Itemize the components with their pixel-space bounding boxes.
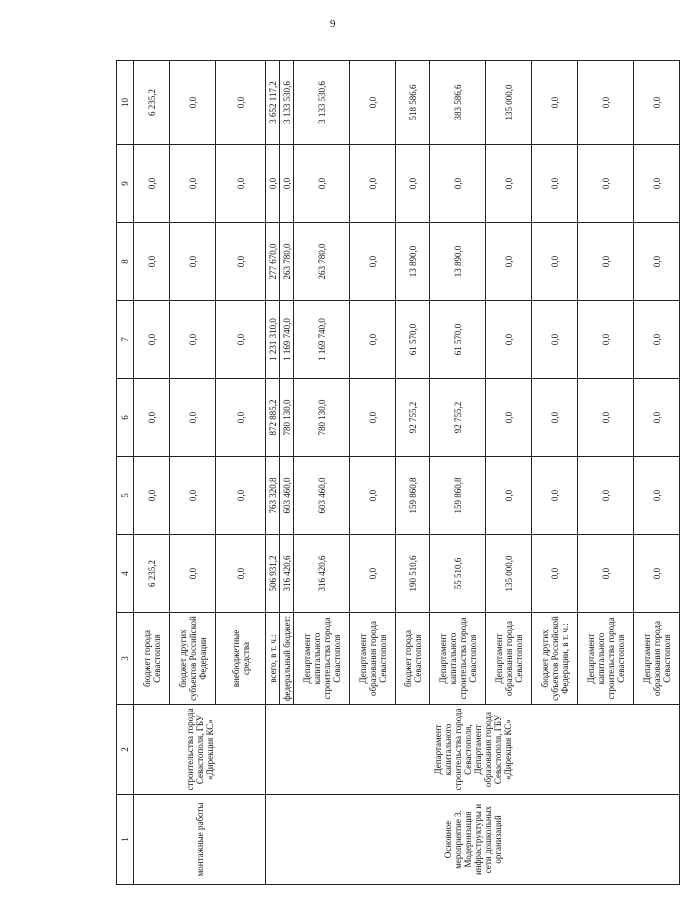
value-cell: 0,0 (170, 61, 216, 145)
value-cell: 61 570,0 (430, 301, 486, 379)
value-cell: 1 231 310,0 (266, 301, 280, 379)
value-cell: 0,0 (486, 145, 532, 223)
value-cell: 0,0 (170, 223, 216, 301)
budget-table (116, 60, 680, 885)
funding-source-cell: бюджет города Севастополя (134, 613, 170, 705)
table-row (266, 61, 280, 885)
executor-cell: строительства города Севастополя, ГБУ «Дирекция КС» (134, 705, 266, 795)
value-cell: 518 586,6 (396, 61, 430, 145)
value-cell: 0,0 (532, 61, 578, 145)
funding-source-cell: Департамент капитального строительства города Севастополя (430, 613, 486, 705)
value-cell: 0,0 (170, 301, 216, 379)
value-cell: 0,0 (634, 301, 680, 379)
value-cell: 0,0 (634, 223, 680, 301)
value-cell: 135 000,0 (486, 535, 532, 613)
value-cell: 3 133 530,6 (294, 61, 350, 145)
value-cell: 0,0 (350, 457, 396, 535)
header-cell: 3 (117, 613, 134, 705)
value-cell: 0,0 (486, 301, 532, 379)
funding-source-cell: всего, в т. ч.: (266, 613, 280, 705)
value-cell: 0,0 (170, 379, 216, 457)
value-cell: 0,0 (430, 145, 486, 223)
value-cell: 0,0 (396, 145, 430, 223)
header-cell: 4 (117, 535, 134, 613)
value-cell: 92 755,2 (396, 379, 430, 457)
value-cell: 0,0 (578, 61, 634, 145)
value-cell: 0,0 (216, 379, 266, 457)
funding-source-cell: Департамент образования города Севастополя (350, 613, 396, 705)
rotated-table-container (116, 61, 672, 885)
value-cell: 135 000,0 (486, 61, 532, 145)
value-cell: 0,0 (216, 301, 266, 379)
value-cell: 159 860,8 (430, 457, 486, 535)
value-cell: 872 885,2 (266, 379, 280, 457)
value-cell: 0,0 (532, 379, 578, 457)
value-cell: 0,0 (216, 457, 266, 535)
value-cell: 0,0 (634, 145, 680, 223)
funding-source-cell: федеральный бюджет: (280, 613, 294, 705)
value-cell: 0,0 (216, 535, 266, 613)
value-cell: 0,0 (170, 457, 216, 535)
value-cell: 0,0 (350, 223, 396, 301)
value-cell: 0,0 (134, 145, 170, 223)
value-cell: 0,0 (634, 379, 680, 457)
value-cell: 0,0 (170, 535, 216, 613)
header-cell: 8 (117, 223, 134, 301)
value-cell: 263 780,0 (294, 223, 350, 301)
value-cell: 0,0 (578, 379, 634, 457)
value-cell: 1 169 740,0 (280, 301, 294, 379)
value-cell: 316 420,6 (280, 535, 294, 613)
funding-source-cell: бюджет города Севастополя (396, 613, 430, 705)
funding-source-cell: бюджет других субъектов Российской Федерации (170, 613, 216, 705)
value-cell: 0,0 (532, 145, 578, 223)
value-cell: 0,0 (280, 145, 294, 223)
value-cell: 0,0 (350, 145, 396, 223)
value-cell: 190 510,6 (396, 535, 430, 613)
value-cell: 159 860,8 (396, 457, 430, 535)
value-cell: 61 570,0 (396, 301, 430, 379)
value-cell: 277 670,0 (266, 223, 280, 301)
value-cell: 316 420,6 (294, 535, 350, 613)
value-cell: 0,0 (216, 223, 266, 301)
table-row (134, 61, 170, 885)
value-cell: 603 460,0 (294, 457, 350, 535)
value-cell: 0,0 (634, 457, 680, 535)
value-cell: 506 931,2 (266, 535, 280, 613)
value-cell: 0,0 (532, 457, 578, 535)
value-cell: 0,0 (634, 535, 680, 613)
value-cell: 0,0 (134, 223, 170, 301)
value-cell: 0,0 (350, 535, 396, 613)
value-cell: 3 652 117,2 (266, 61, 280, 145)
value-cell: 0,0 (170, 145, 216, 223)
value-cell: 0,0 (350, 61, 396, 145)
header-cell: 6 (117, 379, 134, 457)
value-cell: 55 510,6 (430, 535, 486, 613)
value-cell: 0,0 (634, 61, 680, 145)
value-cell: 0,0 (578, 301, 634, 379)
event-name-cell: Основное мероприятие 3. Модернизация инфраструктуры и сети дошкольных организаций (266, 795, 680, 885)
header-cell: 1 (117, 795, 134, 885)
value-cell: 3 133 530,6 (280, 61, 294, 145)
value-cell: 0,0 (578, 145, 634, 223)
value-cell: 763 320,8 (266, 457, 280, 535)
funding-source-cell: Департамент образования города Севастополя (634, 613, 680, 705)
value-cell: 0,0 (350, 301, 396, 379)
event-name-cell: монтажные работы (134, 795, 266, 885)
value-cell: 0,0 (532, 301, 578, 379)
value-cell: 1 169 740,0 (294, 301, 350, 379)
value-cell: 0,0 (294, 145, 350, 223)
header-cell: 2 (117, 705, 134, 795)
funding-source-cell: Департамент капитального строительства города Севастополя (578, 613, 634, 705)
value-cell: 0,0 (216, 61, 266, 145)
funding-source-cell: бюджет других субъектов Российской Федерации, в т. ч.: (532, 613, 578, 705)
value-cell: 0,0 (216, 145, 266, 223)
value-cell: 0,0 (134, 301, 170, 379)
value-cell: 0,0 (578, 223, 634, 301)
executor-cell: Департамент капитального строительства города Севастополя, Департамент образования города Севастополя, ГБУ «Дирекция КС» (266, 705, 680, 795)
funding-source-cell: Департамент образования города Севастополя (486, 613, 532, 705)
value-cell: 0,0 (532, 223, 578, 301)
value-cell: 780 130,0 (294, 379, 350, 457)
value-cell: 13 890,0 (430, 223, 486, 301)
funding-source-cell: внебюджетные средства (216, 613, 266, 705)
value-cell: 0,0 (578, 457, 634, 535)
value-cell: 603 460,0 (280, 457, 294, 535)
value-cell: 6 235,2 (134, 61, 170, 145)
value-cell: 92 755,2 (430, 379, 486, 457)
value-cell: 0,0 (486, 379, 532, 457)
value-cell: 13 890,0 (396, 223, 430, 301)
value-cell: 0,0 (266, 145, 280, 223)
header-cell: 9 (117, 145, 134, 223)
header-cell: 5 (117, 457, 134, 535)
value-cell: 0,0 (134, 379, 170, 457)
value-cell: 780 130,0 (280, 379, 294, 457)
value-cell: 0,0 (486, 457, 532, 535)
value-cell: 263 780,0 (280, 223, 294, 301)
value-cell: 0,0 (350, 379, 396, 457)
value-cell: 0,0 (532, 535, 578, 613)
value-cell: 0,0 (578, 535, 634, 613)
value-cell: 6 235,2 (134, 535, 170, 613)
value-cell: 0,0 (134, 457, 170, 535)
header-row (117, 61, 134, 885)
header-cell: 10 (117, 61, 134, 145)
page-number: 9 (330, 18, 336, 30)
value-cell: 0,0 (486, 223, 532, 301)
header-cell: 7 (117, 301, 134, 379)
value-cell: 383 586,6 (430, 61, 486, 145)
funding-source-cell: Департамент капитального строительства города Севастополя (294, 613, 350, 705)
